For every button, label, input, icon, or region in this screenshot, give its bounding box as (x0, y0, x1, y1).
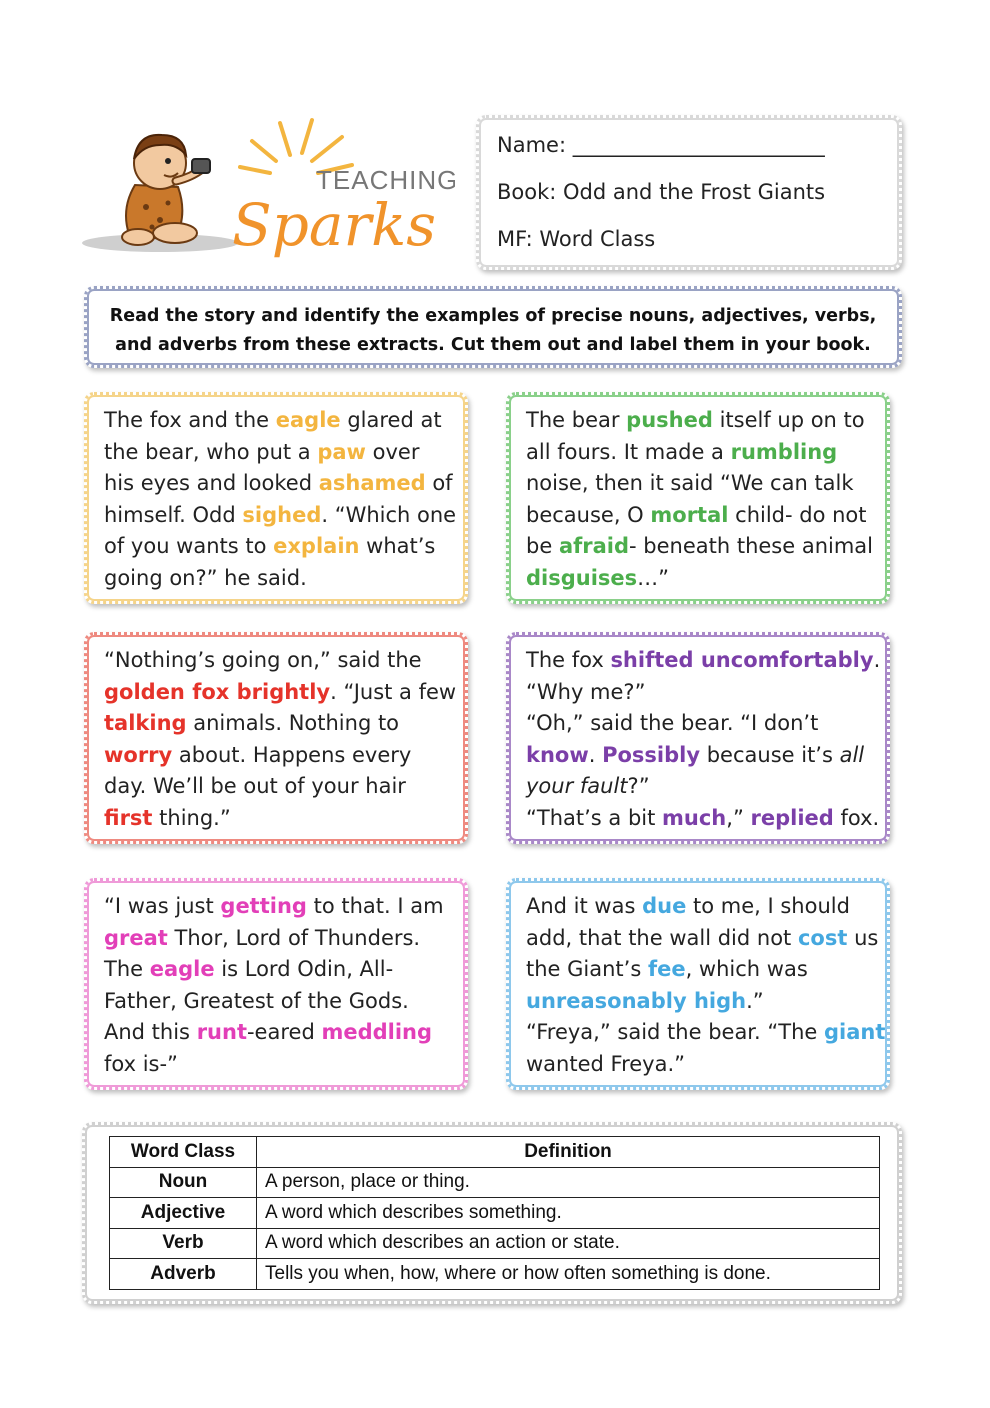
definition-cell: A person, place or thing. (257, 1167, 880, 1198)
plain-text: of (425, 471, 453, 495)
caveman-mascot-icon (80, 115, 455, 265)
highlighted-word: worry (104, 742, 173, 767)
extract-line (526, 405, 877, 437)
highlighted-word: replied (750, 805, 834, 830)
extract-line (526, 468, 877, 500)
plain-text: “Why me?” (526, 679, 646, 704)
extract-line (526, 923, 877, 955)
extract-line (104, 677, 455, 709)
plain-text: of you wants to (104, 534, 274, 558)
highlighted-word: runt (196, 1020, 247, 1044)
extract-line (104, 500, 455, 532)
plain-text: “That’s a bit (526, 805, 663, 830)
plain-text: . “Which one (321, 502, 457, 527)
extract-text (104, 405, 455, 594)
italic-text: your fault (526, 774, 628, 798)
highlighted-word: know (526, 742, 589, 767)
highlighted-word: disguises (526, 565, 638, 590)
extract-text (526, 891, 886, 1080)
extract-line (526, 740, 877, 772)
highlighted-word: much (662, 805, 727, 830)
highlighted-word: unreasonably high (526, 988, 747, 1013)
plain-text: Thor, Lord of Thunders. (167, 925, 421, 950)
plain-text: day. We’ll be out of your hair (104, 774, 406, 798)
highlighted-word: getting (220, 894, 307, 918)
table-header-row (110, 1137, 880, 1168)
extract-line (526, 708, 877, 740)
extract-line (526, 986, 877, 1018)
extract-line (526, 1049, 877, 1081)
plain-text: “I was just (104, 894, 221, 918)
extract-line (526, 954, 877, 986)
mf-label: MF: Word Class (497, 227, 656, 251)
plain-text: about. Happens every (172, 742, 412, 767)
plain-text: thing.” (152, 805, 231, 830)
definition-cell: A word which describes an action or state. (257, 1228, 880, 1259)
plain-text: .” (746, 988, 764, 1013)
plain-text: itself up on to (712, 408, 865, 432)
extract-line (104, 923, 455, 955)
highlighted-word: great (104, 925, 168, 950)
extract-card-red (84, 632, 468, 844)
extract-card-green (506, 392, 890, 604)
plain-text: child- do not (728, 502, 867, 527)
highlighted-word: giant (823, 1020, 886, 1044)
instructions-text (101, 302, 885, 360)
plain-text: himself. Odd (104, 502, 243, 527)
highlighted-word: eagle (149, 957, 215, 981)
highlighted-word: mortal (650, 502, 729, 527)
plain-text: The bear (526, 408, 627, 432)
plain-text: ?” (627, 774, 650, 798)
word-class-cell: Noun (110, 1167, 257, 1198)
definition-cell: A word which describes something. (257, 1198, 880, 1229)
extract-line (526, 437, 877, 469)
extract-line (526, 563, 877, 595)
plain-text: because, O (526, 502, 651, 527)
plain-text: And it was (526, 894, 643, 918)
plain-text: what’s (359, 534, 436, 558)
plain-text: over (365, 439, 420, 464)
italic-text: all (839, 742, 865, 767)
extract-text (526, 645, 881, 834)
plain-text: The fox and the (104, 408, 276, 432)
extract-line (104, 468, 455, 500)
highlighted-word: shifted uncomfortably (610, 648, 874, 672)
plain-text: wanted Freya.” (526, 1051, 686, 1076)
extract-line (526, 771, 877, 803)
table-row (110, 1167, 880, 1198)
plain-text: animals. Nothing to (186, 711, 400, 735)
plain-text: the Giant’s (526, 957, 648, 981)
extract-line (104, 708, 455, 740)
plain-text: fox. (833, 805, 880, 830)
plain-text: The (104, 957, 150, 981)
plain-text: . “Just a few (330, 679, 457, 704)
extract-line (104, 437, 455, 469)
highlighted-word: paw (317, 439, 366, 464)
plain-text: “Freya,” said the bear. “The (526, 1020, 824, 1044)
extract-line (104, 1017, 455, 1049)
extract-line (104, 645, 455, 677)
highlighted-word: due (642, 894, 687, 918)
plain-text: us (847, 925, 879, 950)
extract-line (104, 531, 455, 563)
word-class-cell: Adverb (110, 1259, 257, 1290)
highlighted-word: sighed (242, 502, 322, 527)
plain-text: -eared (246, 1020, 322, 1044)
highlighted-word: eagle (275, 408, 341, 432)
header-word-class: Word Class (110, 1137, 257, 1168)
word-class-table-box (82, 1122, 902, 1304)
plain-text: . (873, 648, 881, 672)
extract-line (104, 803, 455, 835)
plain-text: to that. I am (306, 894, 444, 918)
extract-card-purple (506, 632, 890, 844)
highlighted-word: afraid (558, 534, 630, 558)
plain-text: because it’s (700, 742, 840, 767)
highlighted-word: cost (797, 925, 848, 950)
extract-line (104, 986, 455, 1018)
extract-text (526, 405, 877, 594)
student-info-box (476, 115, 902, 270)
word-class-cell: Adjective (110, 1198, 257, 1229)
plain-text: going on?” he said. (104, 565, 307, 590)
instructions-box (84, 286, 902, 368)
plain-text: all fours. It made a (526, 439, 731, 464)
name-field[interactable]: Name: ________________________ (497, 133, 825, 157)
extract-line (104, 891, 455, 923)
table-row (110, 1259, 880, 1290)
extract-line (526, 500, 877, 532)
extract-line (104, 771, 455, 803)
plain-text: “Nothing’s going on,” said the (104, 648, 422, 672)
word-class-cell: Verb (110, 1228, 257, 1259)
plain-text: fox is-” (104, 1051, 178, 1076)
plain-text: glared at (340, 408, 442, 432)
plain-text: . (588, 742, 603, 767)
teaching-sparks-logo (80, 115, 455, 265)
plain-text: Father, Greatest of the Gods. (104, 988, 409, 1013)
instructions-line-1: Read the story and identify the examples of precise nouns, adjectives, verbs, (109, 306, 877, 326)
plain-text: noise, then it said “We can talk (526, 471, 854, 495)
header-definition: Definition (257, 1137, 880, 1168)
extract-line (104, 740, 455, 772)
plain-text: - beneath these animal (629, 534, 874, 558)
extract-card-pink (84, 878, 468, 1090)
highlighted-word: Possibly (602, 742, 701, 767)
plain-text: …” (637, 565, 670, 590)
plain-text: be (526, 534, 559, 558)
extract-line (526, 1017, 886, 1049)
plain-text: to me, I should (686, 894, 850, 918)
plain-text: The fox (526, 648, 611, 672)
extract-line (104, 563, 455, 595)
logo-sparks-text: Sparks (232, 191, 437, 259)
extract-line (526, 891, 877, 923)
highlighted-word: golden fox brightly (104, 679, 331, 704)
highlighted-word: meddling (321, 1020, 433, 1044)
highlighted-word: pushed (626, 408, 713, 432)
plain-text: his eyes and looked (104, 471, 319, 495)
highlighted-word: talking (104, 711, 187, 735)
plain-text: is Lord Odin, All- (214, 957, 394, 981)
plain-text: , which was (685, 957, 808, 981)
plain-text: ,” (726, 805, 751, 830)
extract-line (104, 1049, 455, 1081)
extract-text (104, 645, 455, 834)
extract-card-yellow (84, 392, 468, 604)
highlighted-word: rumbling (730, 439, 838, 464)
extract-card-blue (506, 878, 890, 1090)
table-row (110, 1198, 880, 1229)
definition-cell: Tells you when, how, where or how often something is done. (257, 1259, 880, 1290)
logo-teaching-text: TEACHING (316, 165, 455, 195)
plain-text: add, that the wall did not (526, 925, 798, 950)
extract-line (104, 954, 455, 986)
book-title: Book: Odd and the Frost Giants (497, 180, 826, 204)
extract-line (104, 405, 455, 437)
table-row (110, 1228, 880, 1259)
plain-text: And this (104, 1020, 197, 1044)
instructions-line-2: and adverbs from these extracts. Cut them out and label them in your book. (115, 335, 871, 355)
highlighted-word: ashamed (318, 471, 426, 495)
plain-text: the bear, who put a (104, 439, 318, 464)
extract-line (526, 645, 881, 677)
highlighted-word: fee (647, 957, 686, 981)
word-class-table (109, 1136, 880, 1290)
extract-line (526, 803, 880, 835)
extract-line (526, 531, 877, 563)
highlighted-word: first (104, 805, 153, 830)
extract-line (526, 677, 877, 709)
plain-text: “Oh,” said the bear. “I don’t (526, 711, 819, 735)
highlighted-word: explain (273, 534, 360, 558)
extract-text (104, 891, 455, 1080)
